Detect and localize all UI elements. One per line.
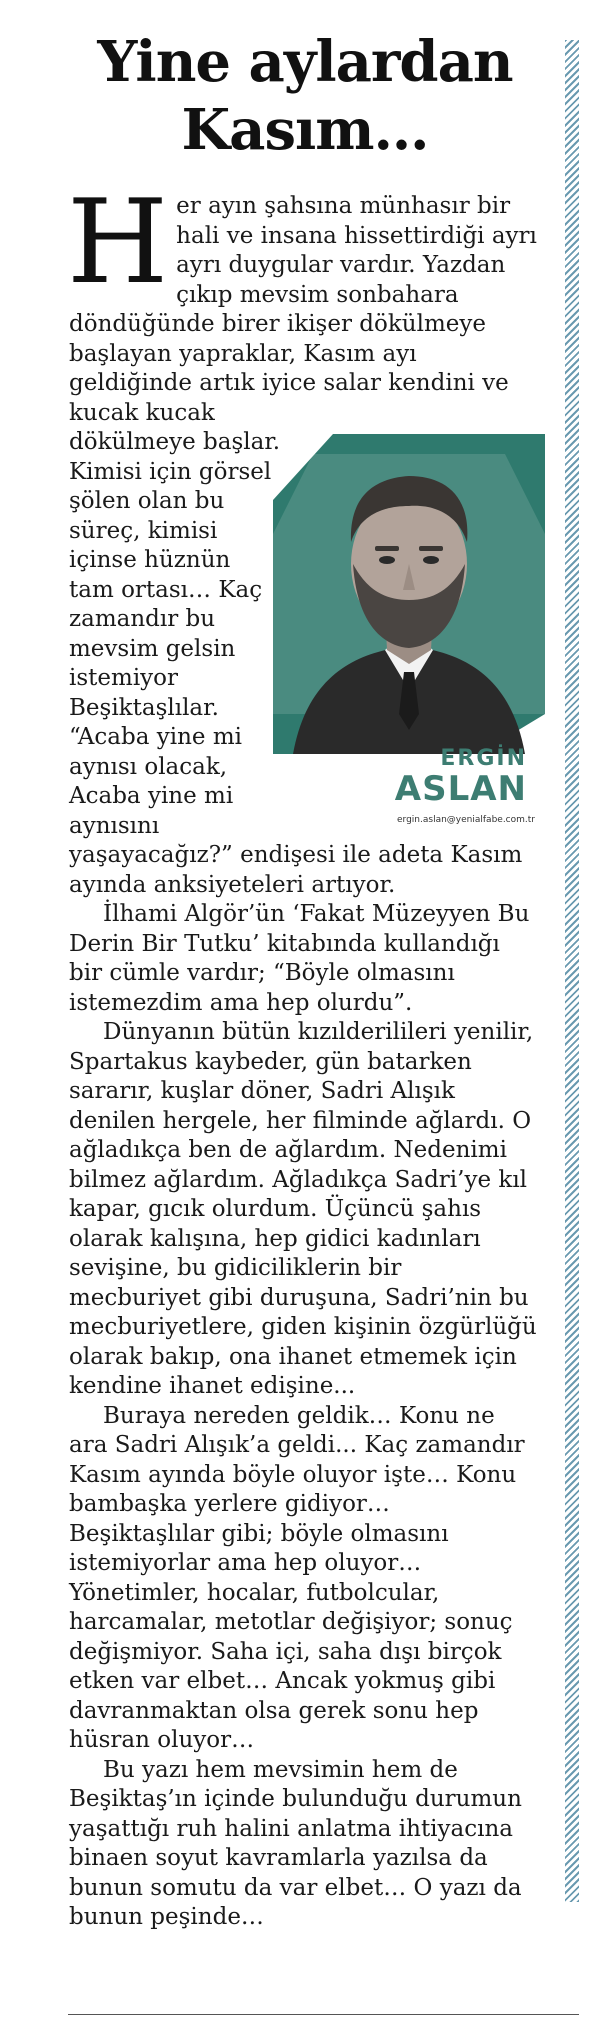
author-last-name: ASLAN	[394, 769, 527, 809]
author-box	[273, 414, 545, 834]
lead-paragraph	[67, 175, 539, 900]
layout-spacer	[538, 192, 539, 414]
drop-cap: H	[67, 175, 169, 310]
author-name	[394, 746, 527, 809]
paragraph-3: Dünyanın bütün kızılderilileri yenilir, Spartakus kaybeder, gün batarken sararır, kuşlar döner, Sadri Alışık denilen hergele, her filminde ağlardı. O ağladıkça ben de ağlardım. Nedenimi bilmez ağlardım. Ağladıkça Sadri’ye kıl kapar, gıcık olurdum. Üçüncü şahıs olarak kalışına, hep gidici kadınları sevişine, bu gidiciliklerin bir mecburiyet gibi duruşuna, Sadri’nin bu mecburiyetlere, giden kişinin özgürlüğü olarak bakıp, ona ihanet etmemek için kendine ihanet edişine...	[69, 1019, 537, 1399]
lead-paragraph-text: er ayın şahsına münhasır bir hali ve insana hissettirdiği ayrı ayrı duygular vardır. Yazdan çıkıp mevsim sonbahara döndüğünde birer ikişer dökülmeye başlayan yapraklar, Kasım ayı geldiğinde artık iyice salar kendini ve kucak kucak dökülmeye başlar. Kimisi için görsel şölen olan bu süreç, kimisi içinse hüznün tam ortası… Kaç zamandır bu mevsim gelsin istemiyor Beşiktaşlılar. “Acaba yine mi aynısı olacak, Acaba yine mi aynısını yaşayacağız?” endişesi ile adeta Kasım ayında anksiyeteleri artıyor.	[69, 193, 537, 898]
paragraph-4: Buraya nereden geldik… Konu ne ara Sadri Alışık’a geldi... Kaç zamandır Kasım ayında böyle oluyor işte… Konu bambaşka yerlere gidiyor… Beşiktaşlılar gibi; böyle olmasını istemiyorlar ama hep oluyor… Yönetimler, hocalar, futbolcular, harcamalar, metotlar değişiyor; sonuç değişmiyor. Saha içi, saha dışı birçok etken var elbet… Ancak yokmuş gibi davranmaktan olsa gerek sonu hep hüsran oluyor…	[69, 1402, 525, 1753]
headline	[60, 28, 550, 164]
author-first-name: ERGİN	[440, 746, 527, 771]
paragraph-2: İlhami Algör’ün ‘Fakat Müzeyyen Bu Derin Bir Tutku’ kitabında kullandığı bir cümle vardır; “Böyle olmasını istemezdim ama hep olurdu”.	[69, 901, 530, 1016]
bottom-divider	[68, 2014, 579, 2015]
decorative-hatched-border	[565, 40, 579, 1902]
author-email: ergin.aslan@yenialfabe.com.tr	[397, 815, 535, 825]
article-body	[67, 175, 539, 1933]
author-portrait-icon	[273, 414, 545, 754]
headline-line-1: Yine aylardan	[97, 29, 513, 95]
headline-line-2: Kasım…	[181, 97, 429, 163]
paragraph-5: Bu yazı hem mevsimin hem de Beşiktaş’ın içinde bulunduğu durumun yaşattığı ruh halini anlatma ihtiyacına binaen soyut kavramlarla yazılsa da bunun somutu da var elbet… O yazı da bunun peşinde…	[69, 1756, 522, 1930]
